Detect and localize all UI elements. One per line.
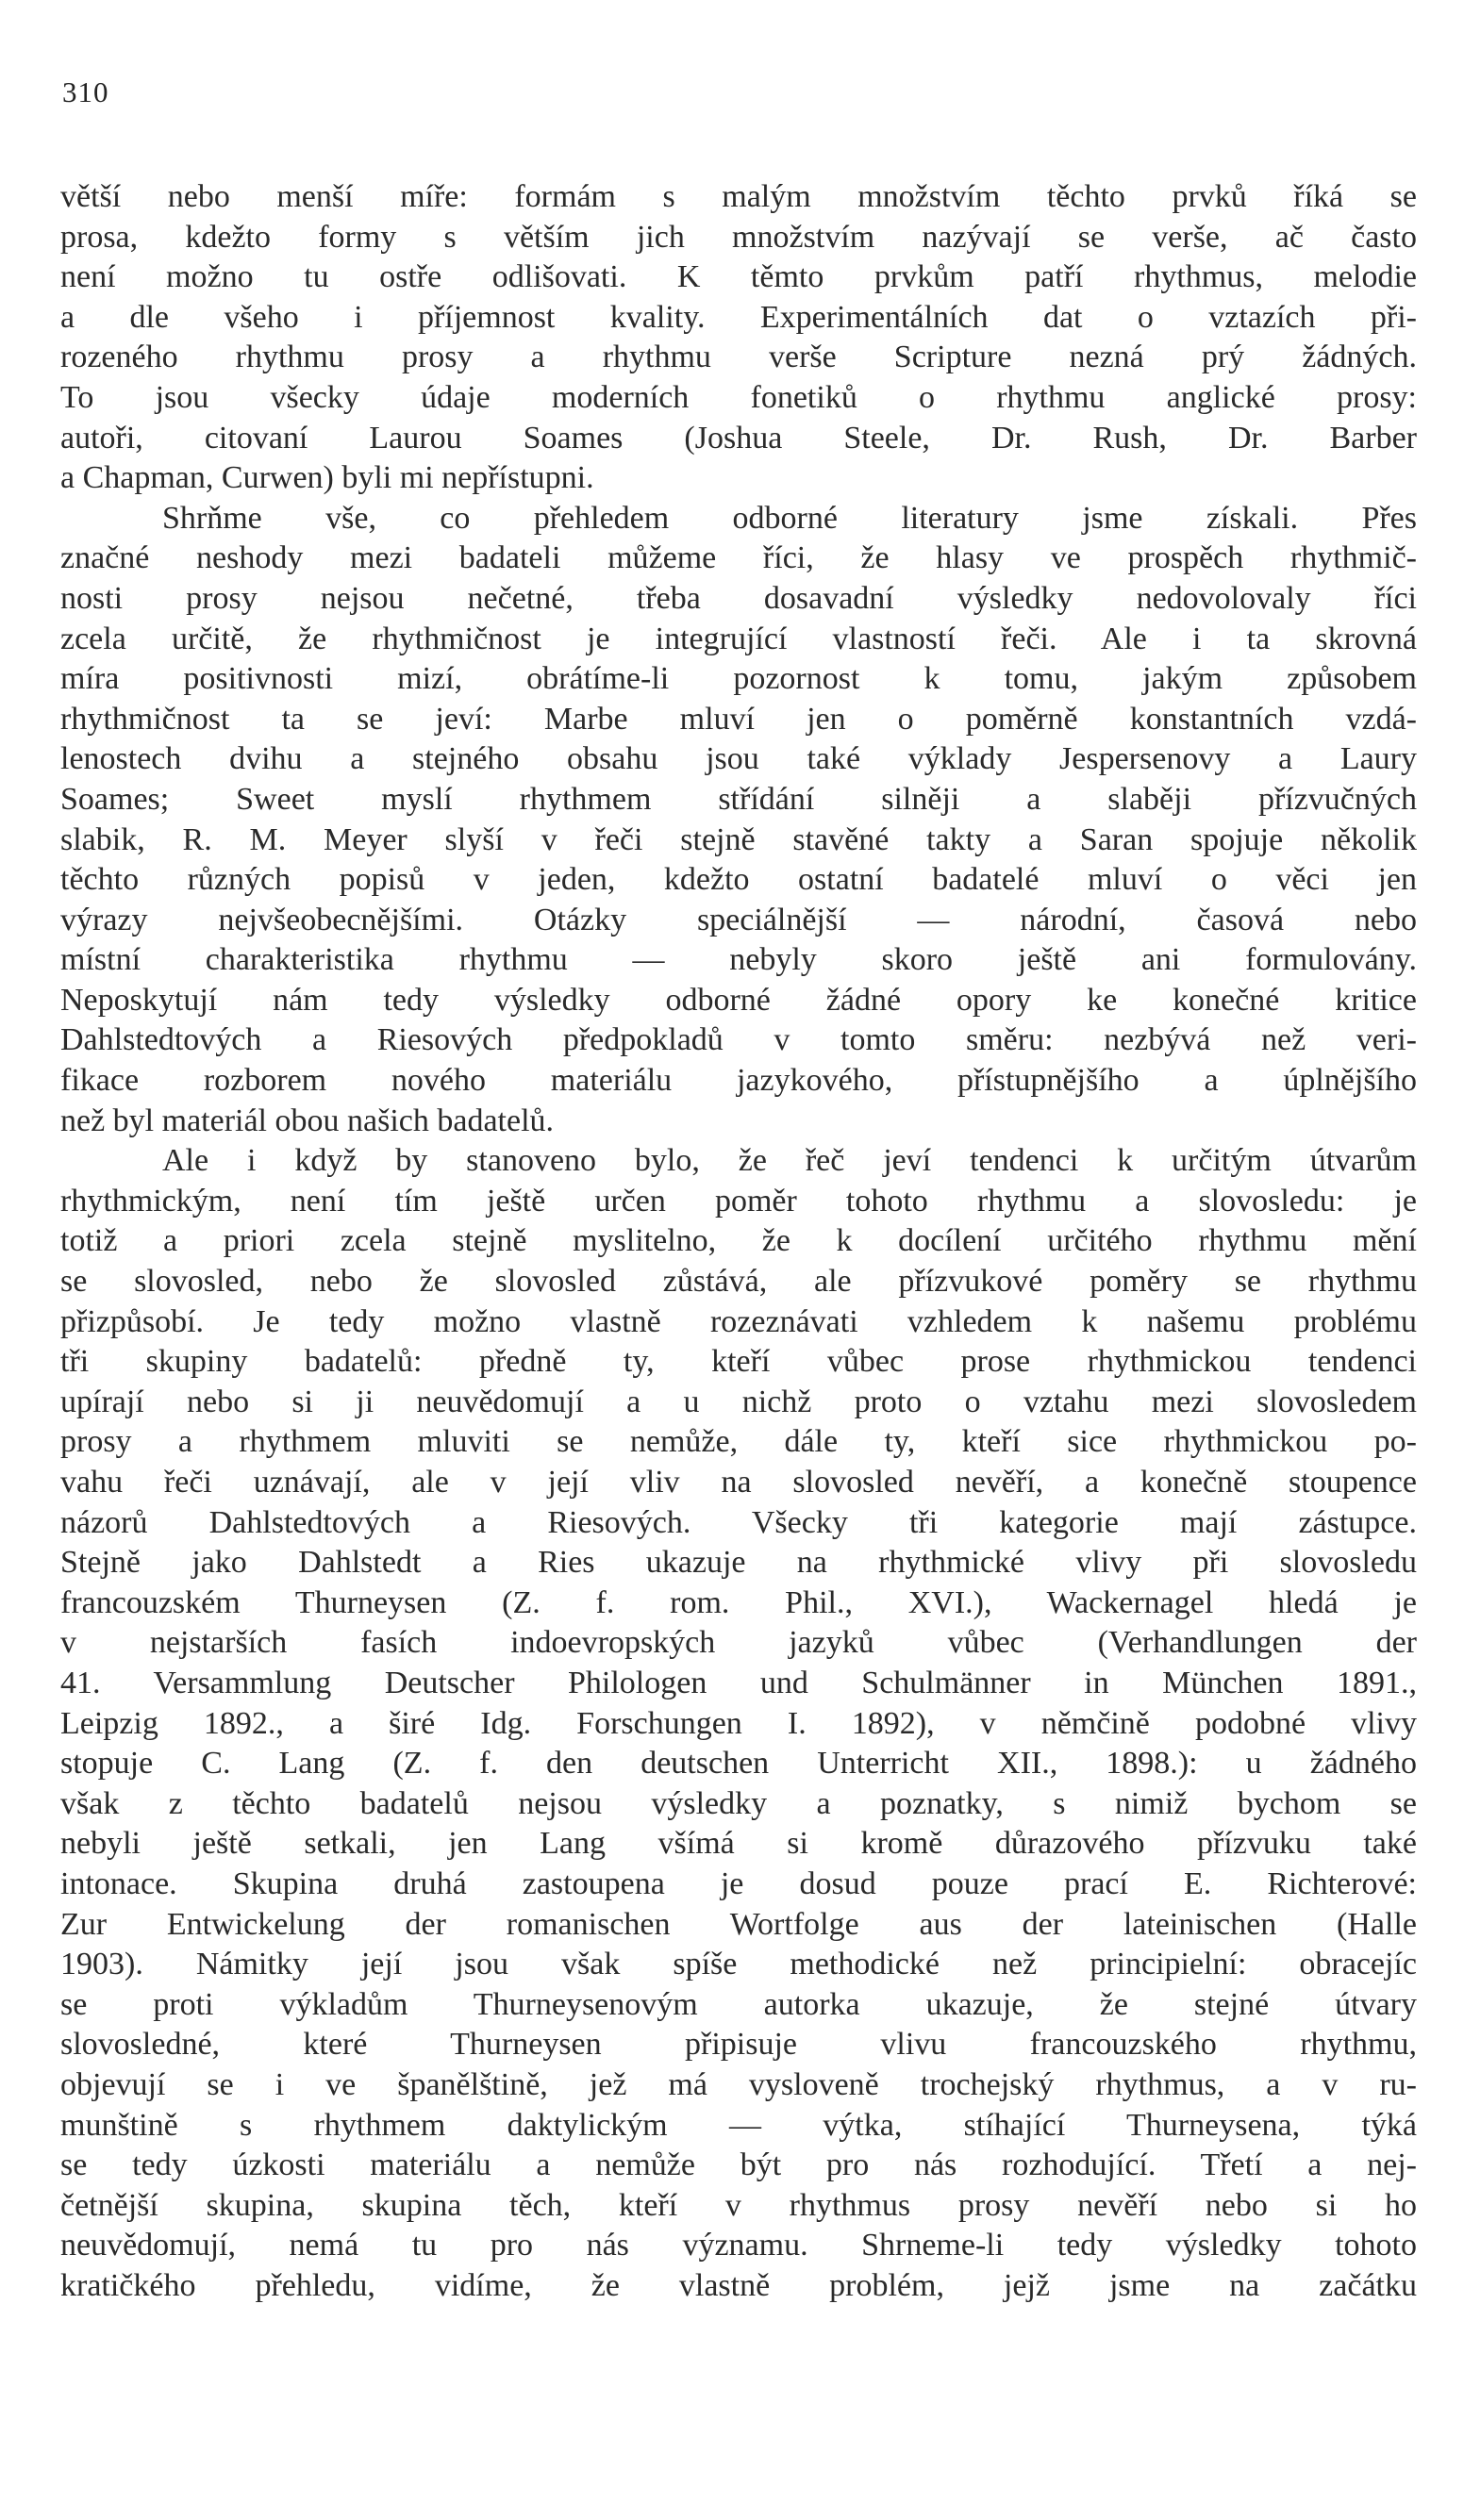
text-line: výrazy nejvšeobecnějšími. Otázky speciálnější — národní, časová nebo [60, 902, 1417, 937]
text-line: značné neshody mezi badateli můžeme říci, že hlasy ve prospěch rhythmič- [60, 540, 1417, 576]
text-line: v nejstarších fasích indoevropských jazyků vůbec (Verhandlungen der [60, 1625, 1417, 1661]
text-line: prosy a rhythmem mluviti se nemůže, dále ty, kteří sice rhythmickou po- [60, 1424, 1417, 1460]
text-line: prosa, kdežto formy s větším jich množstvím nazývají se verše, ač často [60, 219, 1417, 255]
text-line: munštině s rhythmem daktylickým — výtka, stíhající Thurneysena, týká [60, 2107, 1417, 2143]
page-number: 310 [62, 75, 109, 108]
text-line: zcela určitě, že rhythmičnost je integrující vlastností řeči. Ale i ta skrovná [60, 621, 1417, 656]
text-line: 41. Versammlung Deutscher Philologen und Schulmänner in München 1891., [60, 1665, 1417, 1700]
text-line: fikace rozborem nového materiálu jazykového, přístupnějšího a úplnějšího [60, 1063, 1417, 1099]
text-line: a dle všeho i příjemnost kvality. Experimentálních dat o vztazích při- [60, 299, 1417, 335]
text-line: rhythmičnost ta se jeví: Marbe mluví jen o poměrně konstantních vzdá- [60, 701, 1417, 737]
text-line: 1903). Námitky její jsou však spíše methodické než principielní: obracejíc [60, 1947, 1417, 1982]
text-line: není možno tu ostře odlišovati. K těmto prvkům patří rhythmus, melodie [60, 259, 1417, 295]
text-line: upírají nebo si ji neuvědomují a u nichž proto o vztahu mezi slovosledem [60, 1384, 1417, 1419]
text-line: se slovosled, nebo že slovosled zůstává, ale přízvukové poměry se rhythmu [60, 1264, 1417, 1300]
text-line: názorů Dahlstedtových a Riesových. Všecky tři kategorie mají zástupce. [60, 1504, 1417, 1540]
text-line: rhythmickým, není tím ještě určen poměr tohoto rhythmu a slovosledu: je [60, 1183, 1417, 1219]
text-line: rozeného rhythmu prosy a rhythmu verše Scripture nezná prý žádných. [60, 340, 1417, 375]
text-line: a Chapman, Curwen) byli mi nepřístupni. [60, 460, 594, 496]
text-line: vahu řeči uznávají, ale v její vliv na slovosled nevěří, a konečně stoupence [60, 1465, 1417, 1500]
text-line: autoři, citovaní Laurou Soames (Joshua Steele, Dr. Rush, Dr. Barber [60, 420, 1417, 456]
text-line: intonace. Skupina druhá zastoupena je dosud pouze prací E. Richterové: [60, 1865, 1417, 1901]
text-line: přizpůsobí. Je tedy možno vlastně rozeznávati vzhledem k našemu problému [60, 1303, 1417, 1339]
text-line: francouzském Thurneysen (Z. f. rom. Phil., XVI.), Wackernagel hledá je [60, 1584, 1417, 1620]
text-line: nebyli ještě setkali, jen Lang všímá si kromě důrazového přízvuku také [60, 1826, 1417, 1862]
text-line: než byl materiál obou našich badatelů. [60, 1102, 555, 1138]
text-line: místní charakteristika rhythmu — nebyly skoro ještě ani formulovány. [60, 942, 1417, 978]
text-line: větší nebo menší míře: formám s malým množstvím těchto prvků říká se [60, 179, 1417, 214]
text-line: Soames; Sweet myslí rhythmem střídání silněji a slaběji přízvučných [60, 781, 1417, 817]
text-line: se tedy úzkosti materiálu a nemůže být pro nás rozhodující. Třetí a nej- [60, 2147, 1417, 2183]
text-line: kratičkého přehledu, vidíme, že vlastně problém, jejž jsme na začátku [60, 2267, 1417, 2303]
text-line: To jsou všecky údaje moderních fonetiků o rhythmu anglické prosy: [60, 379, 1417, 415]
text-line: Stejně jako Dahlstedt a Ries ukazuje na rhythmické vlivy při slovosledu [60, 1545, 1417, 1581]
text-line: objevují se i ve španělštině, jež má vysloveně trochejský rhythmus, a v ru- [60, 2066, 1417, 2102]
text-line: Ale i když by stanoveno bylo, že řeč jeví tendenci k určitým útvarům [162, 1143, 1417, 1179]
text-line: míra positivnosti mizí, obrátíme-li pozornost k tomu, jakým způsobem [60, 661, 1417, 697]
text-line: však z těchto badatelů nejsou výsledky a poznatky, s nimiž bychom se [60, 1785, 1417, 1821]
text-line: Dahlstedtových a Riesových předpokladů v tomto směru: nezbývá než veri- [60, 1022, 1417, 1058]
text-line: slovosledné, které Thurneysen připisuje vlivu francouzského rhythmu, [60, 2027, 1417, 2063]
text-line: Neposkytují nám tedy výsledky odborné žádné opory ke konečné kritice [60, 982, 1417, 1018]
text-line: lenostech dvihu a stejného obsahu jsou také výklady Jespersenovy a Laury [60, 741, 1417, 777]
text-line: nosti prosy nejsou nečetné, třeba dosavadní výsledky nedovolovaly říci [60, 580, 1417, 616]
text-line: se proti výkladům Thurneysenovým autorka ukazuje, že stejné útvary [60, 1986, 1417, 2022]
text-line: četnější skupina, skupina těch, kteří v rhythmus prosy nevěří nebo si ho [60, 2187, 1417, 2223]
text-line: stopuje C. Lang (Z. f. den deutschen Unterricht XII., 1898.): u žádného [60, 1746, 1417, 1782]
text-line: slabik, R. M. Meyer slyší v řeči stejně stavěné takty a Saran spojuje několik [60, 821, 1417, 857]
text-line: totiž a priori zcela stejně myslitelno, že k docílení určitého rhythmu mění [60, 1223, 1417, 1259]
text-line: Shrňme vše, co přehledem odborné literatury jsme získali. Přes [162, 500, 1417, 536]
text-line: tři skupiny badatelů: předně ty, kteří vůbec prose rhythmickou tendenci [60, 1344, 1417, 1380]
body-text [60, 177, 1417, 2306]
text-line: těchto různých popisů v jeden, kdežto ostatní badatelé mluví o věci jen [60, 862, 1417, 898]
text-line: neuvědomují, nemá tu pro nás významu. Shrneme-li tedy výsledky tohoto [60, 2228, 1417, 2263]
text-line: Zur Entwickelung der romanischen Wortfolge aus der lateinischen (Halle [60, 1906, 1417, 1942]
text-line: Leipzig 1892., a širé Idg. Forschungen I. 1892), v němčině podobné vlivy [60, 1705, 1417, 1741]
